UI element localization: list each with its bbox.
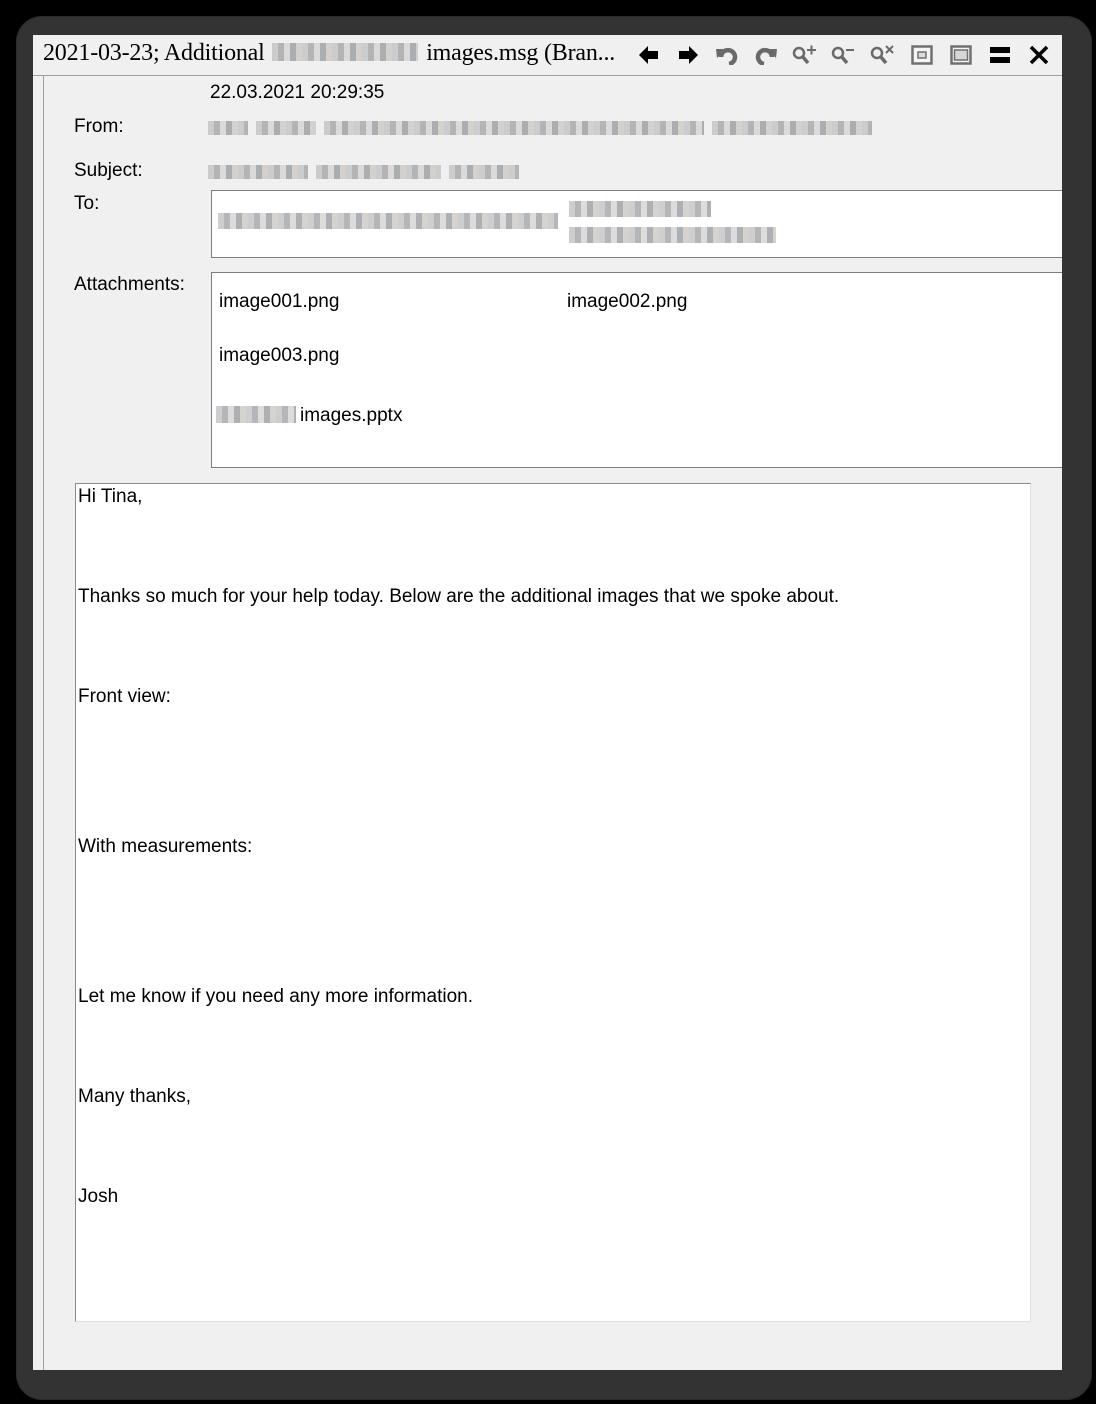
zoom-out-button[interactable]: [824, 35, 863, 75]
body-paragraph: Thanks so much for your help today. Below are the additional images that we spoke about.: [78, 586, 840, 607]
title-suffix: images.msg (Bran...: [426, 40, 616, 66]
redacted-recipient: [569, 227, 776, 243]
redacted-title-segment: [272, 43, 418, 61]
redacted-block: [712, 121, 872, 135]
body-closing-request: Let me know if you need any more information.: [78, 986, 473, 1007]
redacted-recipient: [218, 213, 558, 229]
subject-label: Subject:: [74, 160, 143, 181]
viewer-toolbar: [629, 35, 1058, 75]
attachment-name: images.pptx: [300, 405, 403, 426]
actual-size-button[interactable]: [941, 35, 980, 75]
redacted-block: [449, 165, 519, 179]
forward-button[interactable]: [668, 35, 707, 75]
attachments-list: [211, 272, 1062, 468]
zoom-reset-icon: [870, 45, 896, 65]
rotate-right-button[interactable]: [746, 35, 785, 75]
redacted-block: [324, 121, 704, 135]
zoom-reset-button[interactable]: [863, 35, 902, 75]
body-greeting: Hi Tina,: [78, 486, 143, 507]
message-body[interactable]: [75, 483, 1031, 1322]
title-prefix: 2021-03-23; Additional: [43, 40, 265, 66]
rotate-left-icon: [715, 45, 739, 65]
body-measurements: With measurements:: [78, 836, 253, 857]
rotate-left-button[interactable]: [707, 35, 746, 75]
redacted-filename-prefix: [216, 406, 296, 423]
body-front-view: Front view:: [78, 686, 171, 707]
from-value-redacted: [206, 119, 1062, 139]
redacted-recipient: [569, 201, 711, 217]
attachment-item-pptx[interactable]: [216, 405, 402, 427]
sent-date: 22.03.2021 20:29:35: [210, 82, 385, 103]
back-button[interactable]: [629, 35, 668, 75]
maximize-icon: [989, 45, 1011, 65]
to-label: To:: [74, 193, 100, 214]
body-signature: Josh: [78, 1186, 119, 1207]
rotate-right-icon: [754, 45, 778, 65]
title-bar: [33, 35, 1062, 76]
redacted-block: [316, 165, 441, 179]
close-button[interactable]: [1019, 35, 1058, 75]
message-content: [43, 76, 1062, 1370]
zoom-in-button[interactable]: [785, 35, 824, 75]
message-viewer-window: [33, 35, 1062, 1370]
from-label: From:: [74, 116, 124, 137]
body-signoff: Many thanks,: [78, 1086, 191, 1107]
actual-size-icon: [950, 45, 972, 65]
attachment-item[interactable]: image002.png: [567, 291, 688, 312]
attachment-item[interactable]: image003.png: [219, 345, 340, 366]
attachments-label: Attachments:: [74, 274, 185, 295]
close-icon: [1028, 45, 1050, 65]
redacted-block: [256, 121, 316, 135]
fit-window-icon: [911, 45, 933, 65]
zoom-in-icon: [792, 45, 818, 65]
subject-value-redacted: [206, 163, 521, 183]
maximize-button[interactable]: [980, 35, 1019, 75]
window-title: [43, 40, 615, 67]
redacted-block: [208, 165, 308, 179]
zoom-out-icon: [831, 45, 857, 65]
attachment-item[interactable]: image001.png: [219, 291, 340, 312]
redacted-block: [208, 121, 248, 135]
back-arrow-icon: [638, 45, 660, 65]
fit-window-button[interactable]: [902, 35, 941, 75]
forward-arrow-icon: [677, 45, 699, 65]
to-recipients-field[interactable]: [211, 190, 1062, 258]
